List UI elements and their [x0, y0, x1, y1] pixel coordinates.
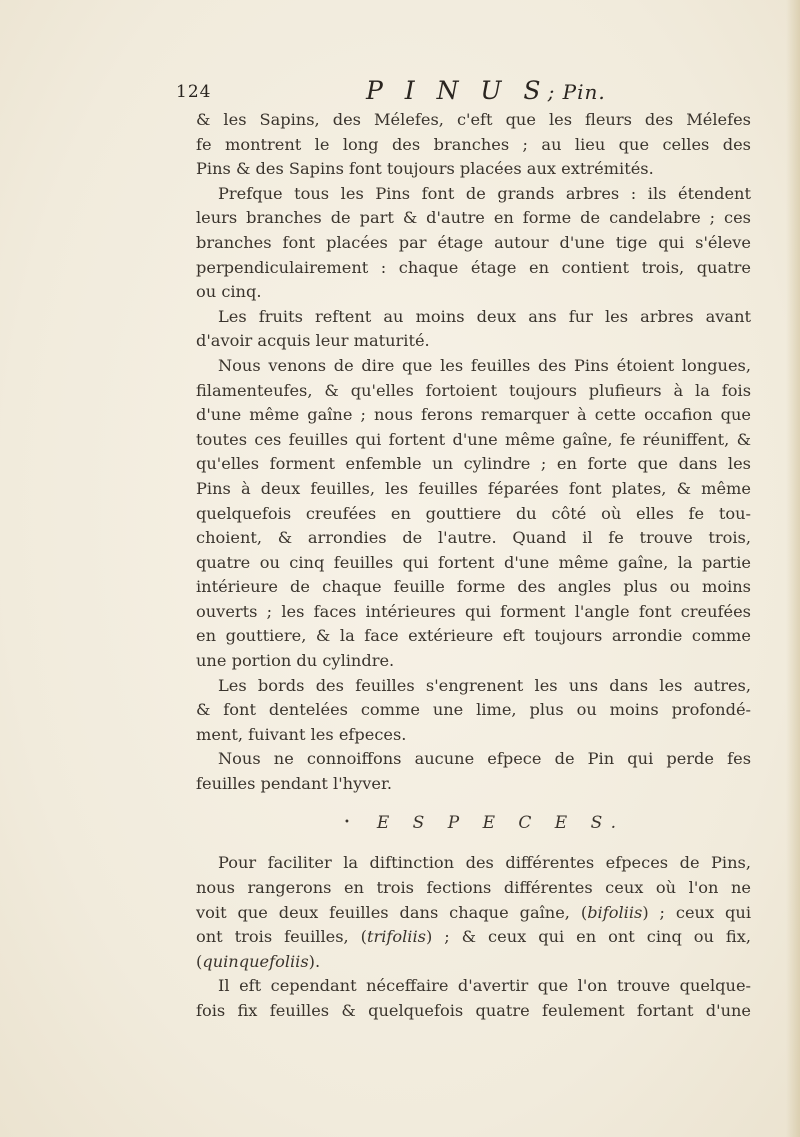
text-line: toutes ces feuilles qui fortent d'une même gaîne, fe réuniffent, & [196, 429, 751, 449]
text-line: Pins à deux feuilles, les feuilles féparées font plates, & même [196, 478, 751, 498]
text-line: & les Sapins, des Mélefes, c'eft que les fleurs des Mélefes [196, 110, 751, 129]
text-line: ont trois feuilles, (trifoliis) ; & ceux qui en ont cinq ou fix, [196, 927, 752, 947]
text-line: voit que deux feuilles dans chaque gaîne, (bifoliis) ; ceux qui [196, 902, 751, 922]
text-line: fois fix feuilles & quelquefois quatre feulement fortant d'une [196, 1000, 751, 1020]
text-line: branches font placées par étage autour d'une tige qui s'éleve [196, 232, 751, 252]
page-number: 124 [176, 82, 212, 102]
text-line: Les fruits reftent au moins deux ans fur les arbres avant [218, 306, 751, 326]
text-line: Il eft cependant néceffaire d'avertir que l'on trouve quelque- [218, 976, 751, 996]
section-heading-text: E S P E C E S. [376, 812, 626, 833]
running-title [366, 76, 606, 105]
text-line: ment, fuivant les efpeces. [196, 724, 407, 744]
text-line: & font dentelées comme une lime, plus ou moins profondé- [196, 700, 751, 720]
text-line: intérieure de chaque feuille forme des angles plus ou moins [196, 577, 751, 597]
text-line: d'une même gaîne ; nous ferons remarquer à cette occafion que [196, 405, 751, 425]
section-heading [196, 811, 751, 836]
text-line: (quinquefoliis). [196, 951, 321, 971]
text-line: une portion du cylindre. [196, 651, 395, 671]
text-line: Les bords des feuilles s'engrenent les uns dans les autres, [218, 675, 751, 695]
text-line: en gouttiere, & la face extérieure eft toujours arrondie comme [196, 626, 751, 646]
text-line: Nous venons de dire que les feuilles des Pins étoient longues, [218, 355, 751, 375]
text-line: leurs branches de part & d'autre en forme de candelabre ; ces [196, 208, 751, 228]
text-line: nous rangerons en trois fections différentes ceux où l'on ne [196, 878, 751, 898]
text-line: perpendiculairement : chaque étage en contient trois, quatre [196, 257, 751, 277]
text-line: qu'elles forment enfemble un cylindre ; en forte que dans les [196, 454, 751, 474]
section-marker: • [343, 816, 359, 828]
text-line: Nous ne connoiffons aucune efpece de Pin qui perde fes [218, 749, 751, 769]
text-line: d'avoir acquis leur maturité. [196, 331, 430, 351]
text-line: filamenteufes, & qu'elles fortoient toujours plufieurs à la fois [196, 380, 751, 400]
paragraphs-block [196, 108, 751, 797]
page-edge-shadow [786, 0, 800, 1137]
text-line: ouverts ; les faces intérieures qui forment l'angle font creufées [196, 601, 751, 621]
text-line: quelquefois creufées en gouttiere du côté où elles fe tou- [196, 503, 751, 523]
species-paragraphs-block [196, 851, 751, 1023]
text-line: Prefque tous les Pins font de grands arbres : ils étendent [218, 183, 751, 203]
text-line: choient, & arrondies de l'autre. Quand il fe trouve trois, [196, 528, 751, 548]
text-line: ou cinq. [196, 282, 262, 302]
body-text [196, 108, 751, 1024]
running-title-sub: ; Pin. [547, 80, 606, 104]
text-line: feuilles pendant l'hyver. [196, 774, 393, 794]
text-line: Pour faciliter la diftinction des différentes efpeces de Pins, [218, 853, 751, 873]
running-title-main: P I N U S [366, 76, 548, 105]
text-line: fe montrent le long des branches ; au lieu que celles des [196, 134, 751, 154]
text-line: quatre ou cinq feuilles qui fortent d'une même gaîne, la partie [196, 552, 751, 572]
text-line: Pins & des Sapins font toujours placées aux extrémités. [196, 159, 654, 179]
